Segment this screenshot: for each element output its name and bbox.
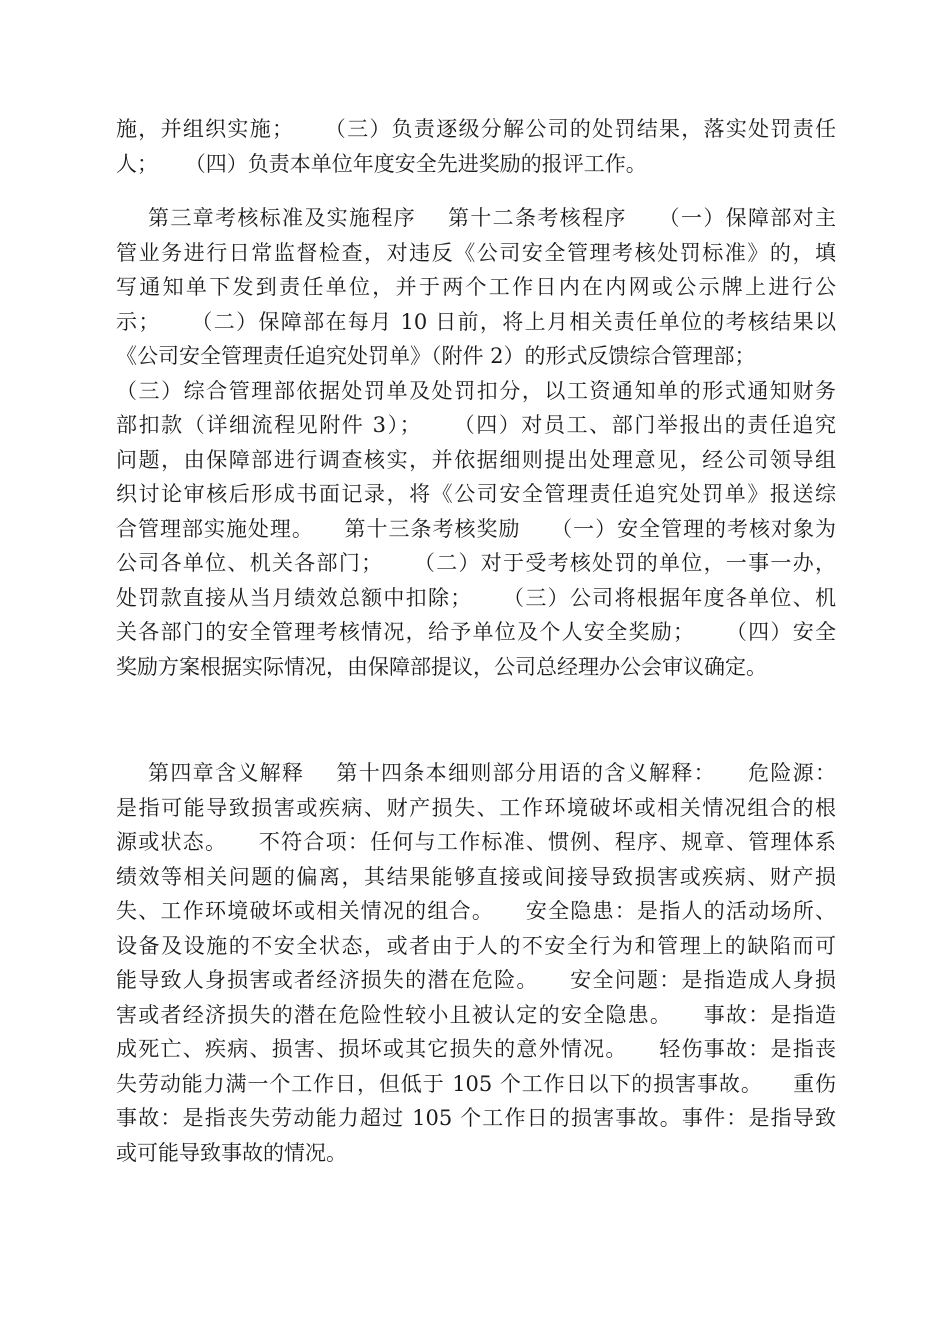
text-line: 施，并组织实施； （三）负责逐级分解公司的处罚结果，落实处罚责任 — [116, 117, 836, 141]
paragraph-chapter-3 — [116, 201, 836, 684]
text-line: 失劳动能力满一个工作日，但低于 105 个工作日以下的损害事故。 重伤 — [116, 1071, 836, 1096]
text-line: 关各部门的安全管理考核情况，给予单位及个人安全奖励； （四）安全 — [116, 620, 836, 644]
text-line: 示； （二）保障部在每月 10 日前，将上月相关责任单位的考核结果以 — [116, 309, 836, 334]
text-line: 失、工作环境破坏或相关情况的组合。 安全隐患：是指人的活动场所、 — [116, 899, 836, 923]
text-line: 源或状态。 不符合项：任何与工作标准、惯例、程序、规章、管理体系 — [116, 830, 836, 854]
text-line: 合管理部实施处理。 第十三条考核奖励 （一）安全管理的考核对象为 — [116, 516, 836, 541]
text-line: 第三章考核标准及实施程序 第十二条考核程序 （一）保障部对主 — [116, 206, 836, 230]
text-line: 能导致人身损害或者经济损失的潜在危险。 安全问题：是指造成人身损 — [116, 968, 836, 992]
text-line: 《公司安全管理责任追究处罚单》（附件 2）的形式反馈综合管理部； — [116, 344, 756, 368]
text-line: 事故：是指丧失劳动能力超过 105 个工作日的损害事故。事件：是指导致 — [116, 1106, 836, 1130]
text-line: 或可能导致事故的情况。 — [116, 1140, 347, 1165]
text-line: 第四章含义解释 第十四条本细则部分用语的含义解释： 危险源： — [116, 761, 836, 785]
text-line: 处罚款直接从当月绩效总额中扣除； （三）公司将根据年度各单位、机 — [116, 585, 836, 610]
text-line: 奖励方案根据实际情况，由保障部提议，公司总经理办公会审议确定。 — [116, 654, 767, 679]
text-line: 害或者经济损失的潜在危险性较小且被认定的安全隐患。 事故：是指造 — [116, 1002, 836, 1027]
paragraph-responsibilities — [116, 112, 836, 181]
text-line: 写通知单下发到责任单位，并于两个工作日内在内网或公示牌上进行公 — [116, 275, 836, 299]
text-line: 部扣款（详细流程见附件 3）； （四）对员工、部门举报出的责任追究 — [116, 413, 836, 437]
text-line: 人； （四）负责本单位年度安全先进奖励的报评工作。 — [116, 151, 647, 176]
text-line: 管业务进行日常监督检查，对违反《公司安全管理考核处罚标准》的，填 — [116, 240, 836, 265]
text-line: 问题，由保障部进行调查核实，并依据细则提出处理意见，经公司领导组 — [116, 447, 836, 472]
text-line: 设备及设施的不安全状态，或者由于人的不安全行为和管理上的缺陷而可 — [116, 933, 836, 958]
text-line: 织讨论审核后形成书面记录，将《公司安全管理责任追究处罚单》报送综 — [116, 482, 836, 506]
text-line: 公司各单位、机关各部门； （二）对于受考核处罚的单位，一事一办， — [116, 551, 836, 575]
paragraph-chapter-4 — [116, 756, 836, 1170]
text-line: 绩效等相关问题的偏离，其结果能够直接或间接导致损害或疾病、财产损 — [116, 864, 836, 889]
text-line: 是指可能导致损害或疾病、财产损失、工作环境破坏或相关情况组合的根 — [116, 795, 836, 820]
text-line: （三）综合管理部依据处罚单及处罚扣分，以工资通知单的形式通知财务 — [116, 378, 836, 403]
text-line: 成死亡、疾病、损害、损坏或其它损失的意外情况。 轻伤事故：是指丧 — [116, 1037, 836, 1061]
